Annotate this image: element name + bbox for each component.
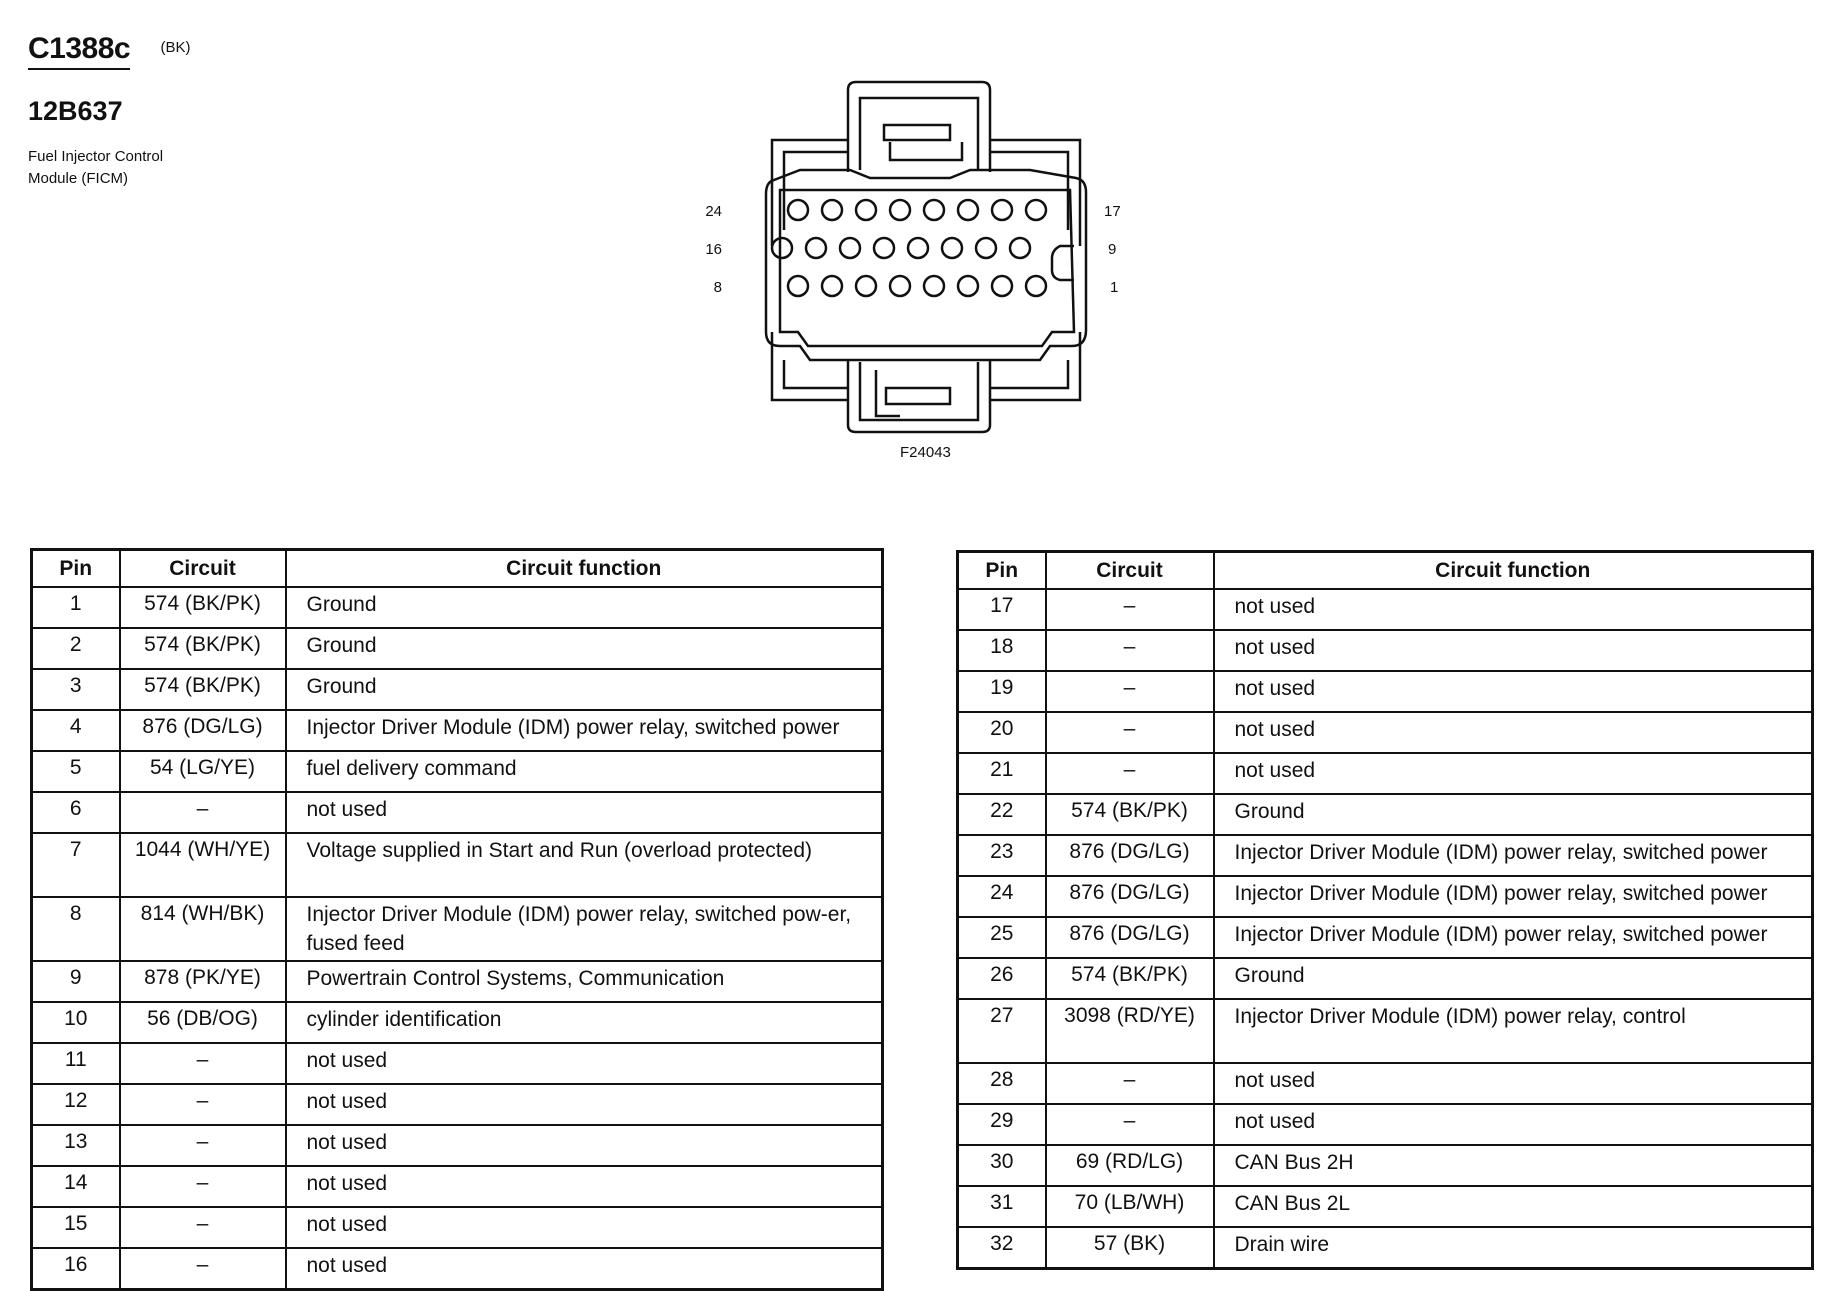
pin-cell: 14 <box>32 1166 120 1207</box>
connector-body <box>766 170 1086 360</box>
pin-cavity <box>992 276 1012 296</box>
table-row <box>32 669 883 710</box>
pin-label-8: 8 <box>713 279 722 296</box>
header-pin: Pin <box>32 550 120 588</box>
pin-cavity <box>840 238 860 258</box>
pin-cell: 2 <box>32 628 120 669</box>
function-cell: not used <box>286 1043 883 1084</box>
pin-cell: 25 <box>958 917 1046 958</box>
table-row <box>958 712 1813 753</box>
circuit-cell: – <box>1046 1063 1214 1104</box>
circuit-cell: – <box>1046 589 1214 630</box>
pin-cavity <box>890 276 910 296</box>
pin-cell: 24 <box>958 876 1046 917</box>
table-row <box>958 753 1813 794</box>
pin-label-24: 24 <box>705 203 722 220</box>
function-cell: Powertrain Control Systems, Communication <box>286 961 883 1002</box>
circuit-cell: – <box>1046 671 1214 712</box>
header-function: Circuit function <box>1214 552 1813 590</box>
table-row <box>958 1145 1813 1186</box>
circuit-cell: 876 (DG/LG) <box>1046 835 1214 876</box>
pin-cell: 31 <box>958 1186 1046 1227</box>
pin-cell: 28 <box>958 1063 1046 1104</box>
circuit-cell: 69 (RD/LG) <box>1046 1145 1214 1186</box>
pin-cell: 20 <box>958 712 1046 753</box>
table-row <box>32 587 883 628</box>
table-row <box>958 794 1813 835</box>
function-cell: Injector Driver Module (IDM) power relay, control <box>1214 999 1813 1063</box>
function-cell: fuel delivery command <box>286 751 883 792</box>
function-cell: not used <box>1214 712 1813 753</box>
table-row <box>32 710 883 751</box>
pin-cavity <box>772 238 792 258</box>
circuit-cell: – <box>120 1166 286 1207</box>
pin-cavity <box>976 238 996 258</box>
table-row <box>958 958 1813 999</box>
function-cell: not used <box>1214 1104 1813 1145</box>
circuit-cell: – <box>120 1207 286 1248</box>
pin-cavity <box>856 200 876 220</box>
table-row <box>958 671 1813 712</box>
pin-label-1: 1 <box>1110 279 1119 296</box>
function-cell: Drain wire <box>1214 1227 1813 1269</box>
table-row <box>32 1084 883 1125</box>
table-row <box>32 1207 883 1248</box>
pin-cavity <box>908 238 928 258</box>
pin-cell: 13 <box>32 1125 120 1166</box>
description-line-1: Fuel Injector Control <box>28 148 164 165</box>
table-row <box>32 628 883 669</box>
table-row <box>32 1125 883 1166</box>
table-row <box>958 917 1813 958</box>
pin-cavity <box>958 276 978 296</box>
function-cell: not used <box>286 1207 883 1248</box>
table-row <box>958 589 1813 630</box>
circuit-cell: – <box>1046 1104 1214 1145</box>
connector-inner-face <box>780 190 1074 346</box>
pin-cell: 30 <box>958 1145 1046 1186</box>
circuit-cell: 876 (DG/LG) <box>1046 917 1214 958</box>
pin-cell: 15 <box>32 1207 120 1248</box>
pin-cell: 29 <box>958 1104 1046 1145</box>
circuit-cell: 878 (PK/YE) <box>120 961 286 1002</box>
function-cell: not used <box>286 792 883 833</box>
table-row <box>958 1063 1813 1104</box>
table-row <box>32 961 883 1002</box>
table-row <box>958 876 1813 917</box>
circuit-cell: 876 (DG/LG) <box>1046 876 1214 917</box>
circuit-cell: 54 (LG/YE) <box>120 751 286 792</box>
description-line-2: Module (FICM) <box>28 170 129 187</box>
pin-cavity <box>788 200 808 220</box>
pin-cell: 27 <box>958 999 1046 1063</box>
pin-cell: 16 <box>32 1248 120 1290</box>
circuit-cell: 56 (DB/OG) <box>120 1002 286 1043</box>
table-row <box>32 751 883 792</box>
connector-face-diagram <box>700 70 1130 440</box>
pin-cavity <box>890 200 910 220</box>
function-cell: cylinder identification <box>286 1002 883 1043</box>
table-row <box>958 999 1813 1063</box>
table-row <box>958 1186 1813 1227</box>
pin-cavity <box>958 200 978 220</box>
part-number: 12B637 <box>28 96 123 126</box>
table-row <box>32 833 883 897</box>
pin-cell: 6 <box>32 792 120 833</box>
table-row <box>958 835 1813 876</box>
table-row <box>32 1043 883 1084</box>
pin-cell: 17 <box>958 589 1046 630</box>
connector-color: (BK) <box>160 39 191 56</box>
pin-cavity-grid <box>772 200 1046 296</box>
header-circuit: Circuit <box>1046 552 1214 590</box>
pin-cell: 22 <box>958 794 1046 835</box>
circuit-cell: – <box>1046 712 1214 753</box>
function-cell: Injector Driver Module (IDM) power relay, switched power <box>1214 876 1813 917</box>
pin-cell: 1 <box>32 587 120 628</box>
circuit-cell: 3098 (RD/YE) <box>1046 999 1214 1063</box>
function-cell: not used <box>286 1248 883 1290</box>
function-cell: Ground <box>1214 958 1813 999</box>
function-cell: Injector Driver Module (IDM) power relay, switched power <box>1214 835 1813 876</box>
function-cell: not used <box>286 1125 883 1166</box>
function-cell: not used <box>1214 753 1813 794</box>
pin-cell: 26 <box>958 958 1046 999</box>
function-cell: Voltage supplied in Start and Run (overload protected) <box>286 833 883 897</box>
function-cell: Ground <box>286 587 883 628</box>
function-cell: CAN Bus 2H <box>1214 1145 1813 1186</box>
function-cell: Injector Driver Module (IDM) power relay, switched power <box>286 710 883 751</box>
function-cell: Ground <box>286 628 883 669</box>
pin-table-right <box>956 550 1814 1270</box>
outer-shell-top <box>772 140 1080 246</box>
circuit-cell: 574 (BK/PK) <box>120 628 286 669</box>
pin-cavity <box>924 276 944 296</box>
table-row <box>32 1166 883 1207</box>
pin-cell: 8 <box>32 897 120 961</box>
figure-code: F24043 <box>900 444 951 461</box>
circuit-cell: 574 (BK/PK) <box>120 669 286 710</box>
function-cell: not used <box>286 1166 883 1207</box>
circuit-cell: – <box>1046 630 1214 671</box>
circuit-cell: 876 (DG/LG) <box>120 710 286 751</box>
circuit-cell: – <box>120 1043 286 1084</box>
function-cell: Injector Driver Module (IDM) power relay, switched pow-er, fused feed <box>286 897 883 961</box>
pin-cell: 9 <box>32 961 120 1002</box>
circuit-cell: – <box>120 1248 286 1290</box>
outer-shell-bottom <box>772 332 1080 400</box>
circuit-cell: 57 (BK) <box>1046 1227 1214 1269</box>
pin-table-left <box>30 548 884 1291</box>
table-row <box>958 1104 1813 1145</box>
pin-cavity <box>992 200 1012 220</box>
function-cell: Ground <box>286 669 883 710</box>
table-row <box>958 1227 1813 1269</box>
pin-label-17: 17 <box>1104 203 1121 220</box>
pin-cavity <box>874 238 894 258</box>
pin-cell: 19 <box>958 671 1046 712</box>
header-circuit: Circuit <box>120 550 286 588</box>
circuit-cell: – <box>1046 753 1214 794</box>
circuit-cell: 574 (BK/PK) <box>120 587 286 628</box>
pin-label-16: 16 <box>705 241 722 258</box>
pin-cavity <box>942 238 962 258</box>
pin-cell: 21 <box>958 753 1046 794</box>
circuit-cell: 574 (BK/PK) <box>1046 958 1214 999</box>
function-cell: not used <box>1214 671 1813 712</box>
function-cell: not used <box>1214 1063 1813 1104</box>
pin-cavity <box>806 238 826 258</box>
circuit-cell: 1044 (WH/YE) <box>120 833 286 897</box>
pin-cell: 3 <box>32 669 120 710</box>
connector-id: C1388c <box>28 32 130 70</box>
table-row <box>958 630 1813 671</box>
pin-cell: 10 <box>32 1002 120 1043</box>
pin-cavity <box>924 200 944 220</box>
pin-cell: 12 <box>32 1084 120 1125</box>
pin-cavity <box>1010 238 1030 258</box>
function-cell: not used <box>1214 630 1813 671</box>
table-header-row <box>958 552 1813 590</box>
circuit-cell: – <box>120 792 286 833</box>
function-cell: not used <box>286 1084 883 1125</box>
function-cell: not used <box>1214 589 1813 630</box>
function-cell: Injector Driver Module (IDM) power relay, switched power <box>1214 917 1813 958</box>
circuit-cell: – <box>120 1125 286 1166</box>
circuit-cell: – <box>120 1084 286 1125</box>
function-cell: CAN Bus 2L <box>1214 1186 1813 1227</box>
circuit-cell: 814 (WH/BK) <box>120 897 286 961</box>
header-pin: Pin <box>958 552 1046 590</box>
pin-cell: 32 <box>958 1227 1046 1269</box>
pin-cavity <box>1026 276 1046 296</box>
table-row <box>32 792 883 833</box>
pin-cell: 11 <box>32 1043 120 1084</box>
connector-header <box>28 32 191 70</box>
pin-cell: 5 <box>32 751 120 792</box>
pin-cell: 4 <box>32 710 120 751</box>
top-latch <box>848 82 990 172</box>
pin-label-9: 9 <box>1108 241 1117 258</box>
pin-cell: 7 <box>32 833 120 897</box>
pin-cavity <box>1026 200 1046 220</box>
module-description <box>28 146 228 190</box>
pin-cavity <box>822 200 842 220</box>
circuit-cell: 574 (BK/PK) <box>1046 794 1214 835</box>
pin-cell: 23 <box>958 835 1046 876</box>
pin-cavity <box>856 276 876 296</box>
header-function: Circuit function <box>286 550 883 588</box>
function-cell: Ground <box>1214 794 1813 835</box>
pin-cavity <box>788 276 808 296</box>
table-row <box>32 1002 883 1043</box>
table-row <box>32 1248 883 1290</box>
table-row <box>32 897 883 961</box>
circuit-cell: 70 (LB/WH) <box>1046 1186 1214 1227</box>
pin-cell: 18 <box>958 630 1046 671</box>
pin-cavity <box>822 276 842 296</box>
table-header-row <box>32 550 883 588</box>
